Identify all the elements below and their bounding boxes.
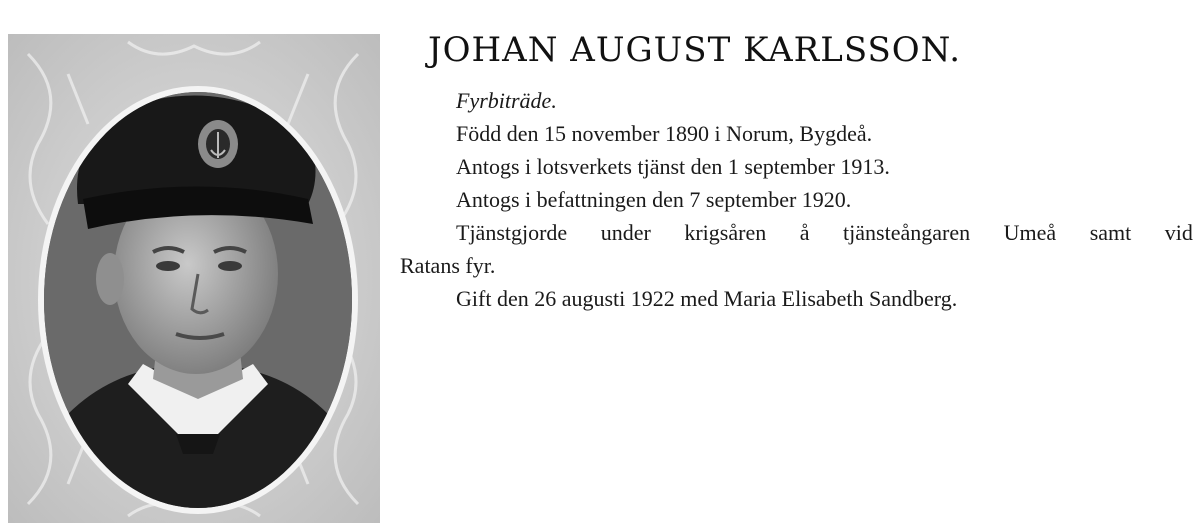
position-line: Antogs i befattningen den 7 september 1920. [456,187,852,212]
biography [400,84,1200,315]
service-word: å [799,220,810,245]
service-word: samt [1089,220,1132,245]
service-line [400,216,1193,249]
role-title: Fyrbiträde. [456,88,557,113]
portrait-image [8,34,380,523]
marriage-line: Gift den 26 augusti 1922 med Maria Elisabeth Sandberg. [456,286,958,311]
portrait-photo [8,34,380,523]
service-word: Tjänstgjorde [456,220,568,245]
service-word: tjänsteångaren [843,220,971,245]
birth-line: Född den 15 november 1890 i Norum, Bygdeå. [456,121,873,146]
service-line-continuation: Ratans fyr. [400,253,496,278]
employment-line: Antogs i lotsverkets tjänst den 1 september 1913. [456,154,890,179]
service-word: under [600,220,651,245]
service-word: Umeå [1003,220,1057,245]
service-word: krigsåren [684,220,767,245]
service-word: vid [1164,220,1193,245]
person-name: JOHAN AUGUST KARLSSON. [428,30,962,70]
